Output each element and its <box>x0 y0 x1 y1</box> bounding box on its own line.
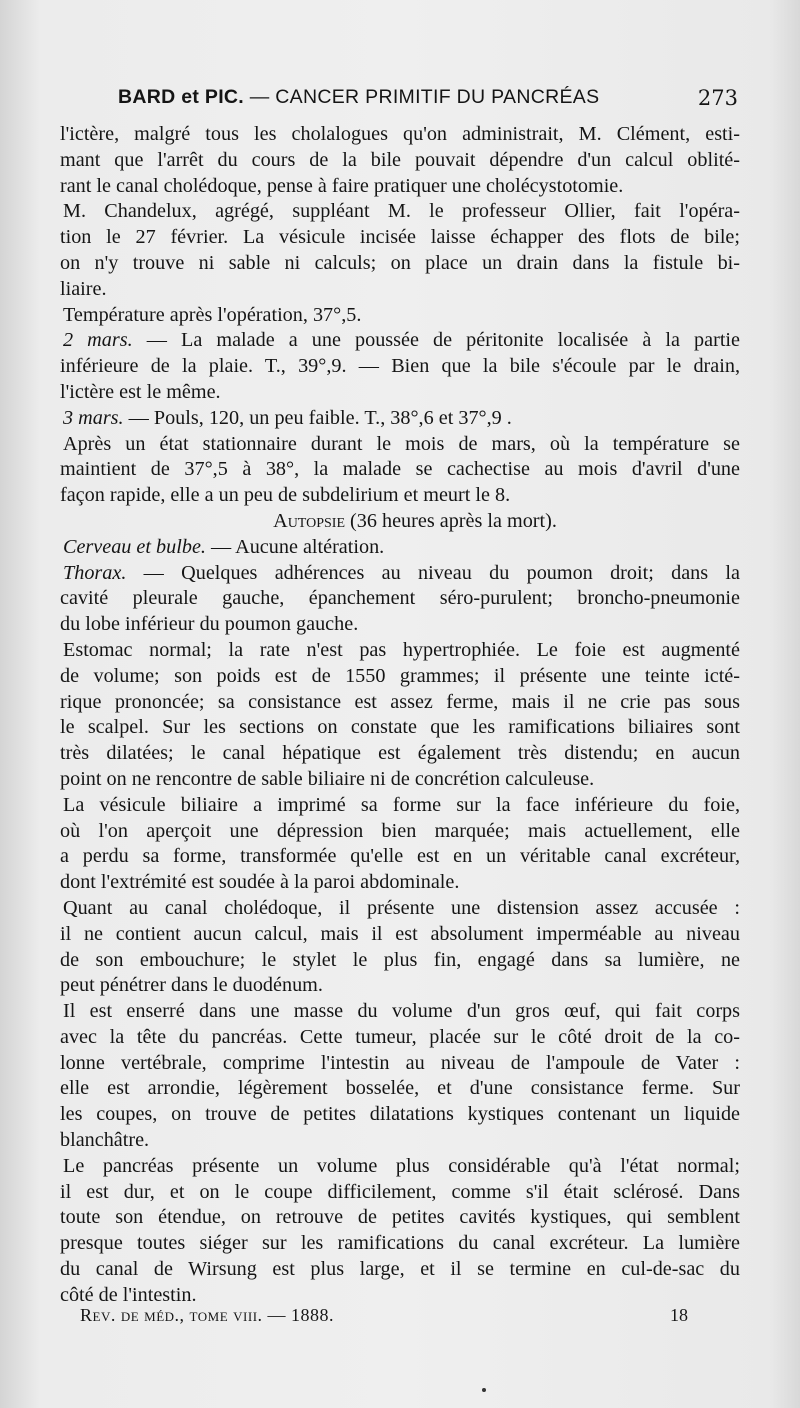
line-text: liaire. <box>60 277 107 300</box>
text-line <box>60 1025 740 1051</box>
line-text: rant le canal cholédoque, pense à faire pratiquer une cholécystotomie. <box>60 174 624 197</box>
text-line <box>60 328 740 354</box>
header-title: CANCER PRIMITIF DU PANCRÉAS <box>275 86 600 108</box>
line-text: maintient de 37°,5 à 38°, la malade se cachectise au mois d'avril d'une <box>60 458 740 481</box>
page-footer <box>60 1305 740 1331</box>
text-line <box>60 380 740 406</box>
text-line <box>60 457 740 483</box>
text-line <box>60 922 740 948</box>
line-text: il est dur, et on le coupe difficilement, comme s'il était sclérosé. Dans <box>60 1180 740 1203</box>
line-text: Le pancréas présente un volume plus considérable qu'à l'état normal; <box>63 1154 740 1177</box>
line-text: cavité pleurale gauche, épanchement séro-purulent; broncho-pneumonie <box>60 587 740 610</box>
line-text: Après un état stationnaire durant le mois de mars, où la température se <box>63 432 740 455</box>
text-line <box>60 819 740 845</box>
line-text: l'ictère est le même. <box>60 380 221 403</box>
small-caps-heading: Autopsie <box>273 509 345 532</box>
ink-speck <box>482 1388 486 1392</box>
text-line <box>60 277 740 303</box>
text-line <box>60 199 740 225</box>
text-line <box>60 1076 740 1102</box>
line-text: (36 heures après la mort). <box>345 509 557 532</box>
text-line <box>60 999 740 1025</box>
text-line <box>60 1205 740 1231</box>
line-text: a perdu sa forme, transformée qu'elle est en un véritable canal excréteur, <box>60 845 740 868</box>
line-text: M. Chandelux, agrégé, suppléant M. le professeur Ollier, fait l'opéra- <box>63 200 740 223</box>
text-line <box>60 586 740 612</box>
text-line <box>60 1102 740 1128</box>
running-header <box>60 86 740 114</box>
line-text: point on ne rencontre de sable biliaire ni de concrétion calculeuse. <box>60 767 595 790</box>
page-number: 273 <box>697 86 738 110</box>
text-line <box>60 251 740 277</box>
line-text: de volume; son poids est de 1550 grammes; il présente une teinte icté- <box>60 664 740 687</box>
text-line <box>60 406 740 432</box>
body-text <box>60 122 740 1309</box>
line-text: toute son étendue, on retrouve de petites cavités kystiques, qui semblent <box>60 1206 740 1229</box>
line-text: où l'on aperçoit une dépression bien marquée; mais actuellement, elle <box>60 819 740 842</box>
italic-lead: 2 mars. <box>63 329 133 352</box>
line-text: le scalpel. Sur les sections on constate que les ramifications biliaires sont <box>60 716 740 739</box>
text-line <box>60 1154 740 1180</box>
line-text: inférieure de la plaie. T., 39°,9. — Bien que la bile s'écoule par le drain, <box>60 355 740 378</box>
italic-lead: Thorax. <box>63 561 127 584</box>
line-text: lonne vertébrale, comprime l'intestin au niveau de l'ampoule de Vater : <box>60 1051 740 1074</box>
line-text: on n'y trouve ni sable ni calculs; on place un drain dans la fistule bi- <box>60 251 740 274</box>
italic-lead: Cerveau et bulbe. <box>63 535 206 558</box>
line-text: Estomac normal; la rate n'est pas hypertrophiée. Le foie est augmenté <box>63 638 740 661</box>
text-line <box>60 1180 740 1206</box>
line-text: blanchâtre. <box>60 1129 150 1152</box>
text-line <box>60 1051 740 1077</box>
line-text: façon rapide, elle a un peu de subdelirium et meurt le 8. <box>60 484 511 507</box>
text-line <box>60 896 740 922</box>
text-line <box>60 767 740 793</box>
text-line <box>60 354 740 380</box>
text-line <box>60 1257 740 1283</box>
line-text: rique prononcée; sa consistance est assez ferme, mais il ne crie pas sous <box>60 690 740 713</box>
line-text: avec la tête du pancréas. Cette tumeur, placée sur le côté droit de la co- <box>60 1025 740 1048</box>
line-text: elle est arrondie, légèrement bosselée, et d'une consistance ferme. Sur <box>60 1077 740 1100</box>
line-text: tion le 27 février. La vésicule incisée laisse échapper des flots de bile; <box>60 226 740 249</box>
line-text: de son embouchure; le stylet le plus fin, engagé dans sa lumière, ne <box>60 948 740 971</box>
signature-mark: 18 <box>670 1305 688 1325</box>
line-text: du canal de Wirsung est plus large, et il se termine en cul-de-sac du <box>60 1258 740 1281</box>
text-line <box>60 948 740 974</box>
text-line <box>60 844 740 870</box>
line-text: du lobe inférieur du poumon gauche. <box>60 613 359 636</box>
line-text: — Pouls, 120, un peu faible. T., 38°,6 et 37°,9 . <box>123 406 512 429</box>
text-line <box>60 715 740 741</box>
line-text: — Quelques adhérences au niveau du poumon droit; dans la <box>126 561 740 584</box>
line-text: côté de l'intestin. <box>60 1283 197 1306</box>
text-line <box>60 303 740 329</box>
line-text: — La malade a une poussée de péritonite localisée à la partie <box>132 329 740 352</box>
line-text: Température après l'opération, 37°,5. <box>63 303 362 326</box>
text-line <box>60 535 740 561</box>
line-text: mant que l'arrêt du cours de la bile pouvait dépendre d'un calcul oblité- <box>60 148 740 171</box>
text-line <box>60 122 740 148</box>
running-title <box>118 86 599 109</box>
text-line <box>60 509 740 535</box>
line-text: dont l'extrémité est soudée à la paroi abdominale. <box>60 871 460 894</box>
text-line <box>60 870 740 896</box>
text-line <box>60 741 740 767</box>
text-line <box>60 483 740 509</box>
line-text: l'ictère, malgré tous les cholalogues qu'on administrait, M. Clément, esti- <box>60 123 740 145</box>
text-line <box>60 1231 740 1257</box>
footer-journal: Rev. de méd., tome viii. — 1888. <box>80 1305 335 1325</box>
header-authors: BARD et PIC. <box>118 86 245 108</box>
line-text: il ne contient aucun calcul, mais il est absolument imperméable au niveau <box>60 922 740 945</box>
italic-lead: 3 mars. <box>63 406 124 429</box>
line-text: très dilatées; le canal hépatique est également très distendu; en aucun <box>60 742 740 765</box>
text-line <box>60 1128 740 1154</box>
header-dash: — <box>249 86 270 108</box>
text-line <box>60 973 740 999</box>
text-line <box>60 690 740 716</box>
text-line <box>60 432 740 458</box>
line-text: La vésicule biliaire a imprimé sa forme sur la face inférieure du foie, <box>63 793 740 816</box>
text-line <box>60 225 740 251</box>
line-text: Quant au canal cholédoque, il présente une distension assez accusée : <box>63 896 740 919</box>
text-line <box>60 793 740 819</box>
line-text: peut pénétrer dans le duodénum. <box>60 974 323 997</box>
text-line <box>60 174 740 200</box>
text-line <box>60 612 740 638</box>
text-line <box>60 638 740 664</box>
line-text: presque toutes siéger sur les ramifications du canal excréteur. La lumière <box>60 1232 740 1255</box>
text-line <box>60 561 740 587</box>
text-line <box>60 664 740 690</box>
text-line <box>60 148 740 174</box>
line-text: — Aucune altération. <box>205 535 385 558</box>
line-text: les coupes, on trouve de petites dilatations kystiques contenant un liquide <box>60 1103 740 1126</box>
line-text: Il est enserré dans une masse du volume d'un gros œuf, qui fait corps <box>63 1000 740 1023</box>
